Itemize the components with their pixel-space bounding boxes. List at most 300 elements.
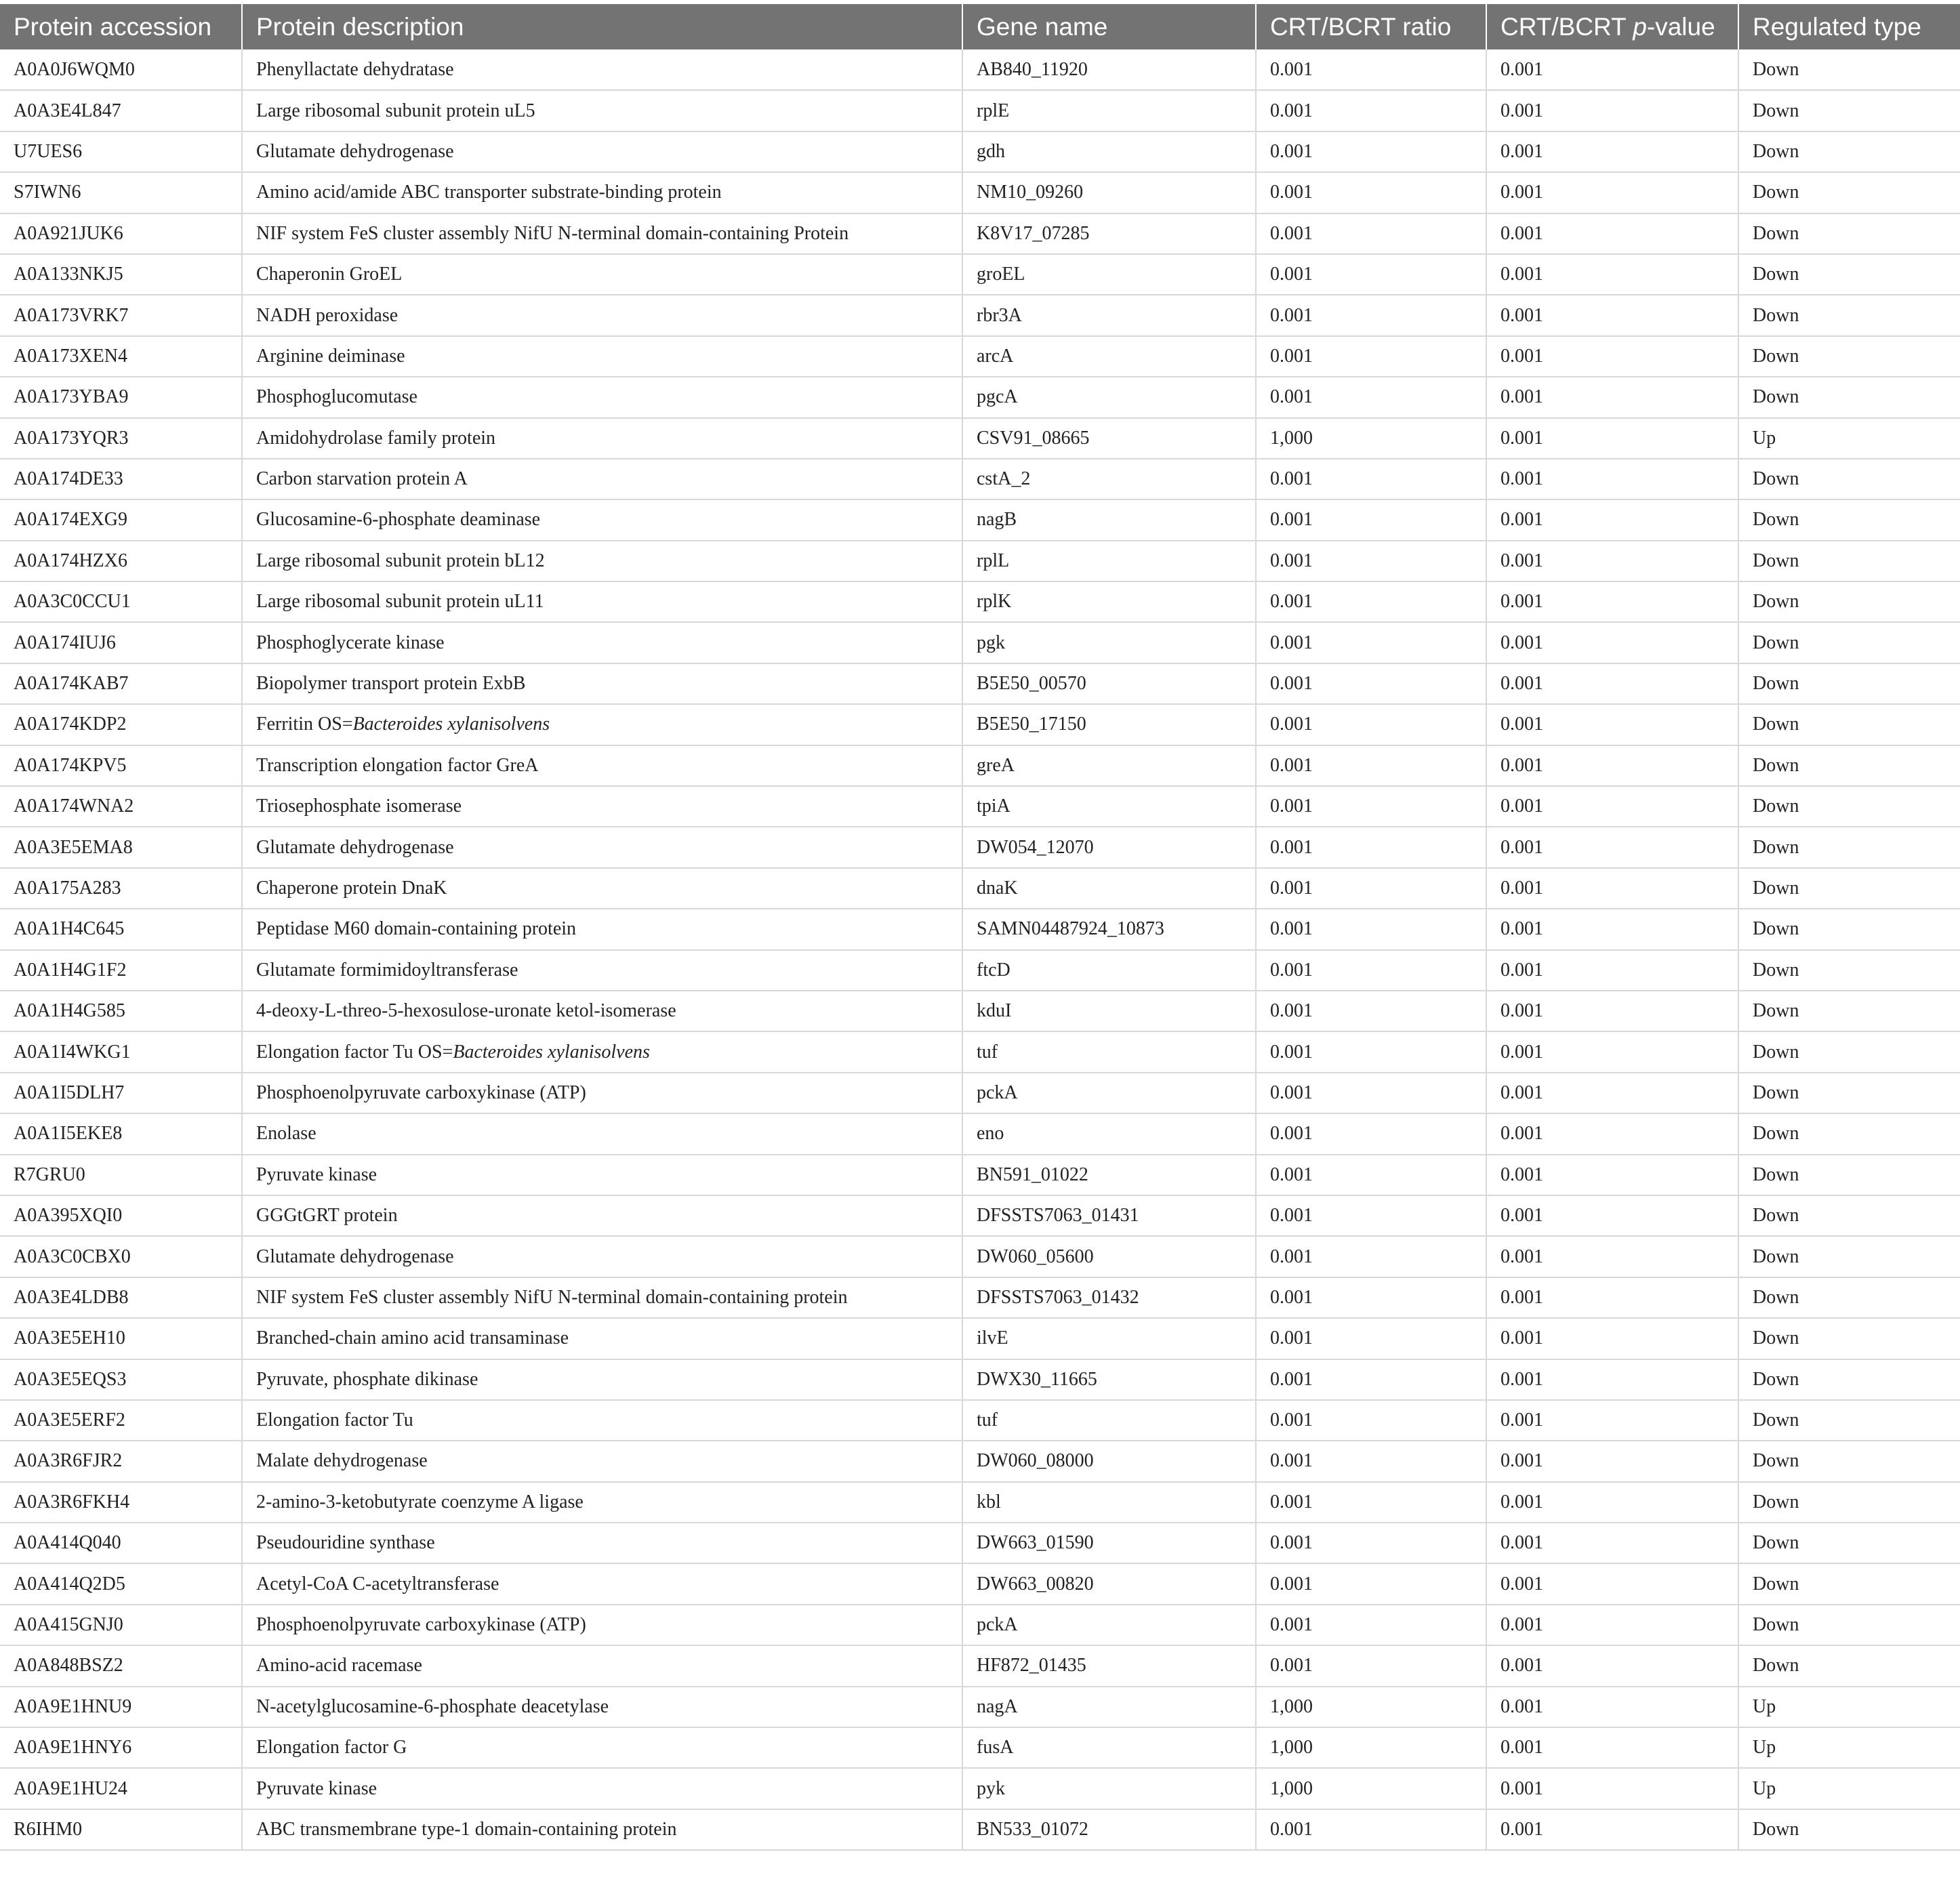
cell-protein-accession-text: A0A414Q2D5 xyxy=(14,1573,125,1594)
cell-ratio-text: 1,000 xyxy=(1270,1695,1313,1717)
cell-p-value-text: 0.001 xyxy=(1500,1491,1543,1512)
cell-gene-name xyxy=(962,1605,1256,1645)
cell-regulated-type xyxy=(1738,1359,1960,1400)
cell-protein-description xyxy=(242,1236,962,1277)
cell-ratio-text: 0.001 xyxy=(1270,1532,1313,1554)
cell-gene-name xyxy=(962,950,1256,991)
cell-gene-name-text: cstA_2 xyxy=(977,468,1031,490)
cell-regulated-type-text: Down xyxy=(1753,468,1799,490)
cell-protein-accession-text: A0A173VRK7 xyxy=(14,304,129,326)
cell-ratio xyxy=(1256,1073,1486,1113)
cell-protein-accession-text: S7IWN6 xyxy=(14,182,81,203)
table-row xyxy=(0,663,1960,704)
header-gene-name: Gene name xyxy=(962,4,1256,49)
cell-protein-accession xyxy=(0,909,242,949)
cell-gene-name xyxy=(962,1113,1256,1154)
cell-protein-description-text: Carbon starvation protein A xyxy=(256,468,468,490)
cell-protein-accession xyxy=(0,1809,242,1850)
cell-regulated-type-text: Down xyxy=(1753,1818,1799,1840)
cell-p-value xyxy=(1486,172,1738,213)
cell-p-value xyxy=(1486,1645,1738,1686)
cell-protein-accession xyxy=(0,1563,242,1604)
cell-protein-accession xyxy=(0,950,242,991)
cell-protein-description-text: Peptidase M60 domain-containing protein xyxy=(256,918,577,940)
cell-ratio-text: 0.001 xyxy=(1270,591,1313,613)
cell-regulated-type xyxy=(1738,745,1960,786)
table-row xyxy=(0,1605,1960,1645)
cell-regulated-type xyxy=(1738,213,1960,254)
cell-ratio xyxy=(1256,131,1486,172)
cell-ratio-text: 0.001 xyxy=(1270,264,1313,285)
cell-ratio xyxy=(1256,622,1486,663)
table-row xyxy=(0,336,1960,377)
cell-regulated-type xyxy=(1738,1400,1960,1441)
cell-p-value-text: 0.001 xyxy=(1500,222,1543,244)
cell-regulated-type-text: Down xyxy=(1753,918,1799,940)
cell-p-value-text: 0.001 xyxy=(1500,1614,1543,1636)
cell-ratio-text: 0.001 xyxy=(1270,386,1313,408)
cell-protein-description xyxy=(242,1359,962,1400)
cell-gene-name-text: ilvE xyxy=(977,1327,1008,1349)
cell-regulated-type-text: Down xyxy=(1753,878,1799,899)
cell-protein-accession xyxy=(0,1236,242,1277)
cell-ratio xyxy=(1256,541,1486,581)
cell-p-value xyxy=(1486,868,1738,909)
cell-gene-name xyxy=(962,1195,1256,1236)
cell-regulated-type-text: Down xyxy=(1753,1041,1799,1063)
table-row xyxy=(0,254,1960,295)
cell-p-value xyxy=(1486,1155,1738,1195)
cell-protein-description xyxy=(242,172,962,213)
cell-gene-name-text: DW060_05600 xyxy=(977,1245,1094,1267)
cell-protein-accession-text: A0A174DE33 xyxy=(14,468,123,490)
cell-regulated-type xyxy=(1738,786,1960,827)
cell-protein-description-text: NADH peroxidase xyxy=(256,304,399,326)
cell-gene-name xyxy=(962,1727,1256,1768)
cell-regulated-type-text: Down xyxy=(1753,1409,1799,1431)
cell-ratio xyxy=(1256,1113,1486,1154)
cell-regulated-type xyxy=(1738,909,1960,949)
cell-protein-description xyxy=(242,1523,962,1563)
cell-ratio xyxy=(1256,1236,1486,1277)
cell-regulated-type-text: Down xyxy=(1753,1245,1799,1267)
cell-regulated-type-text: Down xyxy=(1753,140,1799,162)
cell-protein-description-text: Enolase xyxy=(256,1123,317,1145)
cell-gene-name xyxy=(962,1687,1256,1727)
cell-gene-name-text: DW054_12070 xyxy=(977,836,1094,858)
cell-protein-description-text: Glutamate formimidoyltransferase xyxy=(256,959,518,981)
cell-regulated-type xyxy=(1738,581,1960,622)
cell-regulated-type-text: Down xyxy=(1753,304,1799,326)
cell-protein-accession-text: A0A1H4C645 xyxy=(14,918,125,940)
cell-protein-accession xyxy=(0,786,242,827)
cell-ratio xyxy=(1256,172,1486,213)
cell-regulated-type xyxy=(1738,1523,1960,1563)
cell-protein-accession xyxy=(0,1727,242,1768)
cell-protein-description-text: Ferritin OS= xyxy=(256,714,353,735)
cell-p-value-text: 0.001 xyxy=(1500,1655,1543,1676)
cell-ratio-text: 0.001 xyxy=(1270,1245,1313,1267)
cell-protein-description xyxy=(242,295,962,335)
cell-gene-name xyxy=(962,786,1256,827)
cell-protein-accession xyxy=(0,1768,242,1809)
cell-ratio-text: 0.001 xyxy=(1270,58,1313,80)
cell-protein-description-text: Glutamate dehydrogenase xyxy=(256,140,454,162)
cell-protein-accession xyxy=(0,1605,242,1645)
cell-protein-accession xyxy=(0,418,242,459)
cell-p-value xyxy=(1486,1605,1738,1645)
cell-ratio xyxy=(1256,786,1486,827)
cell-regulated-type-text: Down xyxy=(1753,1655,1799,1676)
table-row xyxy=(0,1236,1960,1277)
cell-ratio-text: 0.001 xyxy=(1270,1655,1313,1676)
cell-protein-description xyxy=(242,131,962,172)
cell-protein-accession-text: A0A1H4G1F2 xyxy=(14,959,127,981)
cell-protein-accession xyxy=(0,49,242,90)
header-p-value-suffix: -value xyxy=(1646,12,1715,41)
cell-gene-name xyxy=(962,868,1256,909)
cell-regulated-type-text: Down xyxy=(1753,1491,1799,1512)
table-row xyxy=(0,868,1960,909)
cell-gene-name xyxy=(962,1400,1256,1441)
table-row xyxy=(0,786,1960,827)
cell-p-value-text: 0.001 xyxy=(1500,1573,1543,1594)
cell-regulated-type-text: Down xyxy=(1753,1450,1799,1472)
cell-protein-description xyxy=(242,663,962,704)
cell-regulated-type-text: Down xyxy=(1753,959,1799,981)
cell-p-value xyxy=(1486,991,1738,1031)
cell-gene-name-text: kbl xyxy=(977,1491,1001,1512)
cell-protein-accession-text: A0A174KAB7 xyxy=(14,673,129,695)
cell-gene-name-text: DW060_08000 xyxy=(977,1450,1094,1472)
cell-ratio-text: 0.001 xyxy=(1270,550,1313,571)
cell-ratio xyxy=(1256,1318,1486,1359)
cell-p-value xyxy=(1486,950,1738,991)
cell-protein-description xyxy=(242,377,962,417)
table-row xyxy=(0,90,1960,131)
cell-ratio xyxy=(1256,1195,1486,1236)
cell-protein-accession-text: A0A395XQI0 xyxy=(14,1205,123,1227)
cell-gene-name-text: BN591_01022 xyxy=(977,1164,1088,1185)
cell-protein-accession-text: A0A9E1HU24 xyxy=(14,1777,127,1799)
cell-protein-description-text: Pyruvate kinase xyxy=(256,1777,377,1799)
cell-regulated-type xyxy=(1738,295,1960,335)
cell-ratio-text: 0.001 xyxy=(1270,345,1313,367)
cell-protein-accession xyxy=(0,1645,242,1686)
cell-p-value xyxy=(1486,622,1738,663)
cell-protein-description-text: Pyruvate kinase xyxy=(256,1164,377,1185)
cell-protein-accession xyxy=(0,1400,242,1441)
cell-protein-description-text: Acetyl-CoA C-acetyltransferase xyxy=(256,1573,499,1594)
cell-gene-name xyxy=(962,1277,1256,1318)
cell-protein-accession-text: A0A174KPV5 xyxy=(14,754,127,776)
cell-gene-name-text: DFSSTS7063_01431 xyxy=(977,1205,1139,1227)
cell-gene-name xyxy=(962,622,1256,663)
table-row xyxy=(0,499,1960,540)
cell-p-value-text: 0.001 xyxy=(1500,1123,1543,1145)
cell-ratio xyxy=(1256,991,1486,1031)
cell-ratio xyxy=(1256,377,1486,417)
cell-p-value xyxy=(1486,90,1738,131)
cell-regulated-type-text: Down xyxy=(1753,836,1799,858)
cell-p-value-text: 0.001 xyxy=(1500,1777,1543,1799)
cell-p-value-text: 0.001 xyxy=(1500,1327,1543,1349)
cell-protein-accession xyxy=(0,622,242,663)
cell-protein-accession xyxy=(0,1195,242,1236)
cell-protein-description xyxy=(242,622,962,663)
cell-p-value-text: 0.001 xyxy=(1500,345,1543,367)
cell-p-value-text: 0.001 xyxy=(1500,264,1543,285)
cell-p-value-text: 0.001 xyxy=(1500,918,1543,940)
cell-gene-name xyxy=(962,172,1256,213)
cell-protein-description-text: Glucosamine-6-phosphate deaminase xyxy=(256,509,541,531)
cell-gene-name-text: pgk xyxy=(977,632,1005,653)
cell-p-value xyxy=(1486,541,1738,581)
cell-gene-name xyxy=(962,1645,1256,1686)
cell-protein-accession xyxy=(0,1113,242,1154)
cell-regulated-type xyxy=(1738,172,1960,213)
cell-gene-name-text: DWX30_11665 xyxy=(977,1368,1097,1390)
cell-protein-accession xyxy=(0,1523,242,1563)
cell-protein-description-text: Phosphoglycerate kinase xyxy=(256,632,445,653)
cell-regulated-type-text: Up xyxy=(1753,427,1776,449)
header-p-value xyxy=(1486,4,1738,49)
cell-p-value-text: 0.001 xyxy=(1500,1450,1543,1472)
table-row xyxy=(0,1195,1960,1236)
cell-ratio-text: 0.001 xyxy=(1270,468,1313,490)
cell-ratio-text: 0.001 xyxy=(1270,836,1313,858)
cell-protein-description xyxy=(242,745,962,786)
table-row xyxy=(0,459,1960,499)
cell-p-value xyxy=(1486,499,1738,540)
cell-p-value xyxy=(1486,1441,1738,1481)
cell-protein-description-text: Triosephosphate isomerase xyxy=(256,796,462,817)
cell-protein-accession-text: A0A3C0CBX0 xyxy=(14,1245,131,1267)
table-row xyxy=(0,1687,1960,1727)
cell-protein-description xyxy=(242,49,962,90)
table-row xyxy=(0,1155,1960,1195)
cell-ratio xyxy=(1256,1482,1486,1523)
cell-ratio xyxy=(1256,1563,1486,1604)
cell-p-value xyxy=(1486,336,1738,377)
header-regulated-type: Regulated type xyxy=(1738,4,1960,49)
cell-gene-name xyxy=(962,1523,1256,1563)
cell-protein-accession xyxy=(0,1155,242,1195)
cell-regulated-type xyxy=(1738,622,1960,663)
cell-protein-accession xyxy=(0,254,242,295)
cell-protein-description xyxy=(242,786,962,827)
cell-regulated-type-text: Down xyxy=(1753,1082,1799,1103)
cell-regulated-type xyxy=(1738,336,1960,377)
cell-p-value-text: 0.001 xyxy=(1500,1695,1543,1717)
cell-gene-name-text: tuf xyxy=(977,1041,998,1063)
cell-p-value-text: 0.001 xyxy=(1500,1164,1543,1185)
header-ratio: CRT/BCRT ratio xyxy=(1256,4,1486,49)
cell-regulated-type-text: Down xyxy=(1753,754,1799,776)
cell-ratio-text: 0.001 xyxy=(1270,1041,1313,1063)
cell-p-value-text: 0.001 xyxy=(1500,304,1543,326)
cell-protein-accession-text: A0A415GNJ0 xyxy=(14,1614,123,1636)
cell-p-value xyxy=(1486,581,1738,622)
cell-ratio xyxy=(1256,1155,1486,1195)
cell-p-value xyxy=(1486,1482,1738,1523)
cell-regulated-type xyxy=(1738,1687,1960,1727)
cell-ratio xyxy=(1256,1605,1486,1645)
cell-ratio xyxy=(1256,1768,1486,1809)
cell-protein-description xyxy=(242,1113,962,1154)
cell-regulated-type xyxy=(1738,254,1960,295)
cell-regulated-type-text: Down xyxy=(1753,222,1799,244)
cell-regulated-type xyxy=(1738,1605,1960,1645)
cell-protein-accession-text: A0A3E4LDB8 xyxy=(14,1286,129,1308)
cell-ratio xyxy=(1256,1727,1486,1768)
cell-regulated-type-text: Down xyxy=(1753,1123,1799,1145)
cell-ratio-text: 0.001 xyxy=(1270,1450,1313,1472)
cell-protein-accession-text: A0A174KDP2 xyxy=(14,714,127,735)
cell-ratio-text: 0.001 xyxy=(1270,1368,1313,1390)
cell-p-value-text: 0.001 xyxy=(1500,1532,1543,1554)
cell-regulated-type xyxy=(1738,1768,1960,1809)
cell-p-value-text: 0.001 xyxy=(1500,1245,1543,1267)
table-row xyxy=(0,131,1960,172)
cell-p-value xyxy=(1486,1359,1738,1400)
cell-protein-accession xyxy=(0,131,242,172)
cell-protein-description-text: Chaperone protein DnaK xyxy=(256,878,447,899)
cell-p-value-text: 0.001 xyxy=(1500,386,1543,408)
cell-p-value xyxy=(1486,1809,1738,1850)
cell-gene-name-text: pyk xyxy=(977,1777,1005,1799)
cell-p-value-text: 0.001 xyxy=(1500,796,1543,817)
cell-protein-description xyxy=(242,459,962,499)
cell-gene-name-text: K8V17_07285 xyxy=(977,222,1090,244)
cell-gene-name xyxy=(962,1359,1256,1400)
cell-p-value xyxy=(1486,827,1738,867)
cell-p-value xyxy=(1486,1687,1738,1727)
cell-protein-description-text: ABC transmembrane type-1 domain-containing protein xyxy=(256,1818,677,1840)
cell-p-value-text: 0.001 xyxy=(1500,754,1543,776)
cell-protein-description-text: Large ribosomal subunit protein bL12 xyxy=(256,550,545,571)
cell-protein-accession xyxy=(0,991,242,1031)
cell-regulated-type-text: Down xyxy=(1753,1532,1799,1554)
cell-regulated-type xyxy=(1738,1441,1960,1481)
cell-gene-name xyxy=(962,499,1256,540)
cell-protein-description-text: Glutamate dehydrogenase xyxy=(256,836,454,858)
cell-protein-accession xyxy=(0,1318,242,1359)
cell-gene-name-text: DFSSTS7063_01432 xyxy=(977,1286,1139,1308)
cell-ratio xyxy=(1256,1359,1486,1400)
cell-regulated-type xyxy=(1738,418,1960,459)
cell-ratio-text: 0.001 xyxy=(1270,1491,1313,1512)
cell-protein-description xyxy=(242,541,962,581)
cell-regulated-type xyxy=(1738,950,1960,991)
cell-gene-name-text: NM10_09260 xyxy=(977,182,1084,203)
cell-regulated-type-text: Down xyxy=(1753,673,1799,695)
cell-p-value xyxy=(1486,295,1738,335)
cell-gene-name-text: ftcD xyxy=(977,959,1010,981)
cell-protein-accession xyxy=(0,90,242,131)
cell-ratio-text: 0.001 xyxy=(1270,1164,1313,1185)
cell-regulated-type xyxy=(1738,1277,1960,1318)
cell-ratio-text: 0.001 xyxy=(1270,878,1313,899)
table-row xyxy=(0,704,1960,745)
cell-p-value xyxy=(1486,1318,1738,1359)
cell-protein-description xyxy=(242,1195,962,1236)
table-row xyxy=(0,950,1960,991)
cell-gene-name-text: tpiA xyxy=(977,796,1010,817)
cell-ratio-text: 0.001 xyxy=(1270,1123,1313,1145)
cell-ratio-text: 0.001 xyxy=(1270,673,1313,695)
cell-protein-accession-text: A0A174HZX6 xyxy=(14,550,127,571)
cell-regulated-type xyxy=(1738,499,1960,540)
cell-protein-accession-text: A0A3E5EH10 xyxy=(14,1327,125,1349)
cell-protein-description-text: Amino acid/amide ABC transporter substrate-binding protein xyxy=(256,182,722,203)
cell-regulated-type-text: Down xyxy=(1753,100,1799,121)
cell-gene-name-text: arcA xyxy=(977,345,1014,367)
cell-p-value-text: 0.001 xyxy=(1500,1368,1543,1390)
cell-protein-description-text: Phosphoenolpyruvate carboxykinase (ATP) xyxy=(256,1082,586,1103)
cell-protein-description xyxy=(242,1441,962,1481)
cell-gene-name xyxy=(962,1809,1256,1850)
table-row xyxy=(0,622,1960,663)
cell-regulated-type-text: Down xyxy=(1753,550,1799,571)
cell-gene-name xyxy=(962,1031,1256,1072)
cell-ratio xyxy=(1256,704,1486,745)
cell-p-value-text: 0.001 xyxy=(1500,1000,1543,1022)
cell-protein-description xyxy=(242,254,962,295)
cell-p-value xyxy=(1486,1031,1738,1072)
cell-gene-name-text: CSV91_08665 xyxy=(977,427,1090,449)
cell-gene-name-text: AB840_11920 xyxy=(977,58,1088,80)
cell-protein-description-text: NIF system FeS cluster assembly NifU N-terminal domain-containing Protein xyxy=(256,222,849,244)
cell-p-value-text: 0.001 xyxy=(1500,632,1543,653)
cell-protein-description xyxy=(242,1318,962,1359)
table-row xyxy=(0,581,1960,622)
cell-ratio-text: 0.001 xyxy=(1270,140,1313,162)
cell-protein-description xyxy=(242,1768,962,1809)
cell-ratio-text: 0.001 xyxy=(1270,1614,1313,1636)
cell-protein-description-text: Elongation factor Tu xyxy=(256,1409,413,1431)
cell-regulated-type-text: Down xyxy=(1753,1573,1799,1594)
cell-protein-description xyxy=(242,1400,962,1441)
cell-gene-name-text: tuf xyxy=(977,1409,998,1431)
cell-regulated-type xyxy=(1738,1563,1960,1604)
cell-protein-description-text: Phosphoenolpyruvate carboxykinase (ATP) xyxy=(256,1614,586,1636)
species-name: Bacteroides xylanisolvens xyxy=(453,1041,650,1063)
cell-protein-description xyxy=(242,1645,962,1686)
cell-gene-name-text: nagA xyxy=(977,1695,1018,1717)
cell-ratio xyxy=(1256,1523,1486,1563)
cell-protein-accession xyxy=(0,663,242,704)
table-row xyxy=(0,991,1960,1031)
cell-gene-name-text: greA xyxy=(977,754,1015,776)
cell-regulated-type xyxy=(1738,1031,1960,1072)
cell-protein-description xyxy=(242,1073,962,1113)
cell-regulated-type xyxy=(1738,1236,1960,1277)
cell-protein-description-text: Transcription elongation factor GreA xyxy=(256,754,539,776)
cell-p-value-text: 0.001 xyxy=(1500,959,1543,981)
protein-table xyxy=(0,4,1960,1851)
cell-protein-accession-text: U7UES6 xyxy=(14,140,83,162)
cell-ratio xyxy=(1256,663,1486,704)
cell-regulated-type-text: Down xyxy=(1753,1205,1799,1227)
cell-p-value-text: 0.001 xyxy=(1500,140,1543,162)
table-row xyxy=(0,1441,1960,1481)
cell-protein-accession-text: A0A9E1HNY6 xyxy=(14,1737,132,1758)
cell-regulated-type-text: Up xyxy=(1753,1777,1776,1799)
cell-regulated-type xyxy=(1738,1809,1960,1850)
cell-protein-description xyxy=(242,950,962,991)
cell-gene-name xyxy=(962,254,1256,295)
